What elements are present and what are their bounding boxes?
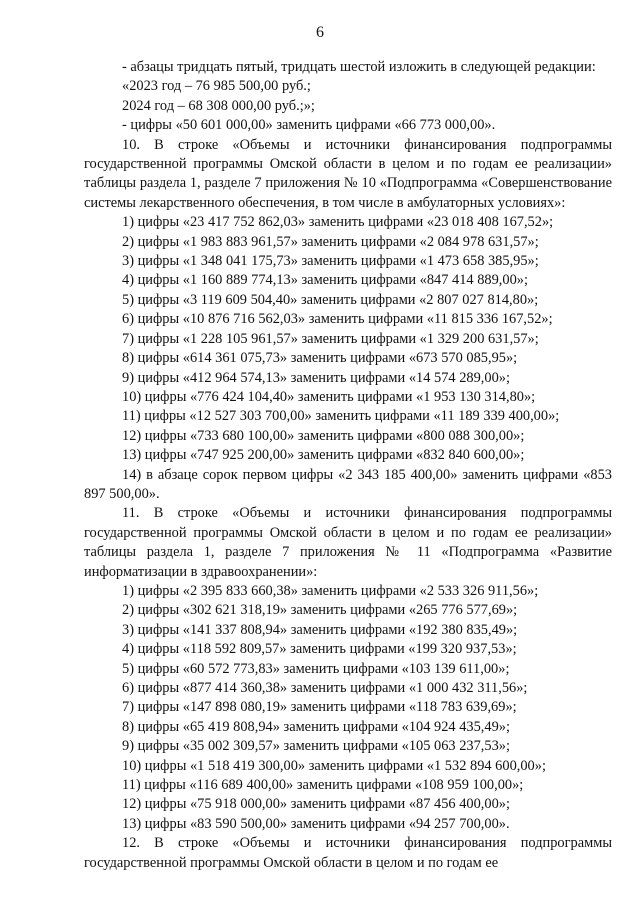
document-line: 8) цифры «65 419 808,94» заменить цифрами «104 924 435,49»; — [122, 718, 510, 735]
document-paragraph: 11. В строке «Объемы и источники финансирования подпрограммы государственной программы Омской области в целом и по годам ее реализации» таблицы раздела 1, разделе 7 приложения № 11 «Подпрограмма «Развитие информатизации в здравоохранении»: — [84, 505, 612, 580]
document-line: 4) цифры «118 592 809,57» заменить цифрами «199 320 937,53»; — [122, 641, 517, 658]
document-line: 13) цифры «747 925 200,00» заменить цифрами «832 840 600,00»; — [122, 447, 525, 464]
document-line: 2) цифры «1 983 883 961,57» заменить цифрами «2 084 978 631,57»; — [122, 233, 539, 250]
document-paragraph: - абзацы тридцать пятый, тридцать шестой изложить в следующей редакции: — [122, 59, 596, 75]
document-line: 11) цифры «12 527 303 700,00» заменить цифрами «11 189 339 400,00»; — [122, 408, 560, 425]
document-line: 1) цифры «2 395 833 660,38» заменить цифрами «2 533 326 911,56»; — [122, 582, 539, 599]
page-number: 6 — [316, 24, 324, 41]
document-paragraph: 12. В строке «Объемы и источники финансирования подпрограммы государственной программы Омской области в целом и по годам ее — [84, 835, 612, 871]
document-line: - цифры «50 601 000,00» заменить цифрами «66 773 000,00». — [122, 117, 496, 134]
document-line: 7) цифры «1 228 105 961,57» заменить цифрами «1 329 200 631,57»; — [122, 330, 539, 347]
document-line: 9) цифры «35 002 309,57» заменить цифрами «105 063 237,53»; — [122, 738, 510, 755]
document-line: 7) цифры «147 898 080,19» заменить цифрами «118 783 639,69»; — [122, 699, 517, 716]
document-line: 11) цифры «116 689 400,00» заменить цифрами «108 959 100,00»; — [122, 777, 524, 794]
document-line: 8) цифры «614 361 075,73» заменить цифрами «673 570 085,95»; — [122, 350, 518, 367]
document-line: 10) цифры «1 518 419 300,00» заменить цифрами «1 532 894 600,00»; — [122, 757, 546, 774]
document-line: 3) цифры «1 348 041 175,73» заменить цифрами «1 473 658 385,95»; — [122, 253, 539, 270]
document-line: «2023 год – 76 985 500,00 руб.; — [122, 78, 311, 95]
document-line: 4) цифры «1 160 889 774,13» заменить цифрами «847 414 889,00»; — [122, 272, 528, 289]
document-line: 12) цифры «75 918 000,00» заменить цифрами «87 456 400,00»; — [122, 796, 510, 813]
document-line: 3) цифры «141 337 808,94» заменить цифрами «192 380 835,49»; — [122, 621, 518, 638]
document-line: 6) цифры «877 414 360,38» заменить цифрами «1 000 432 311,56»; — [122, 680, 528, 696]
document-line: 5) цифры «60 572 773,83» заменить цифрами «103 139 611,00»; — [122, 660, 510, 677]
document-paragraph: 14) в абзаце сорок первом цифры «2 343 185 400,00» заменить цифрами «853 897 500,00». — [84, 466, 612, 502]
document-body — [84, 58, 612, 873]
document-line: 12) цифры «733 680 100,00» заменить цифрами «800 088 300,00»; — [122, 427, 525, 444]
document-paragraph: 10. В строке «Объемы и источники финансирования подпрограммы государственной программы Омской области в целом и по годам ее реализации» таблицы раздела 1, разделе 7 приложения № 10 «Подпрограмма «Совершенствование системы лекарственного обеспечения, в том числе в амбулаторных условиях»: — [84, 136, 612, 211]
document-line: 13) цифры «83 590 500,00» заменить цифрами «94 257 700,00». — [122, 815, 510, 832]
document-line: 1) цифры «23 417 752 862,03» заменить цифрами «23 018 408 167,52»; — [122, 214, 554, 231]
document-line: 5) цифры «3 119 609 504,40» заменить цифрами «2 807 027 814,80»; — [122, 291, 539, 308]
document-line: 6) цифры «10 876 716 562,03» заменить цифрами «11 815 336 167,52»; — [122, 311, 553, 328]
document-line: 2024 год – 68 308 000,00 руб.;»; — [122, 97, 315, 114]
document-line: 9) цифры «412 964 574,13» заменить цифрами «14 574 289,00»; — [122, 369, 510, 386]
document-line: 10) цифры «776 424 104,40» заменить цифрами «1 953 130 314,80»; — [122, 388, 536, 405]
document-line: 2) цифры «302 621 318,19» заменить цифрами «265 776 577,69»; — [122, 602, 518, 619]
